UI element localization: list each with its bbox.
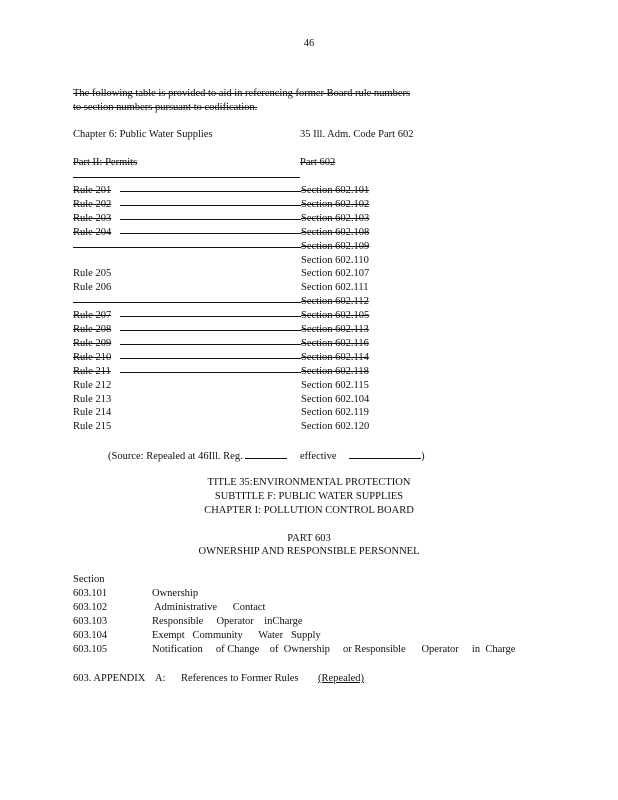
row-strike-rule [120,358,301,359]
intro-line-2: to section numbers pursuant to codification. [73,102,258,113]
section-cell: Section 602.118 [301,365,369,377]
part-number: PART 603 [287,533,331,544]
toc-title: Administrative Contact [152,602,266,613]
toc-number: 603.103 [73,616,108,627]
rule-cell: Rule 212 [73,379,112,391]
header-rule [73,177,300,178]
rule-cell: Rule 210 [73,351,112,363]
rule-cell: Rule 207 [73,310,112,322]
section-cell: Section 602.107 [301,268,370,280]
rule-cell: Rule 206 [73,282,112,294]
section-cell: Section 602.114 [301,351,369,363]
toc-number: 603.101 [73,588,108,599]
section-cell: Section 602.104 [301,393,370,405]
title-line-2: SUBTITLE F: PUBLIC WATER SUPPLIES [214,491,404,502]
part-header-left: Part II: Permits [73,157,138,168]
row-strike-rule [120,205,301,206]
rule-cell: Rule 201 [73,185,112,196]
section-cell: Section 602.112 [301,296,369,308]
toc-heading: Section [73,574,105,585]
source-note [108,449,425,463]
source-blank-2 [349,449,421,459]
section-cell: Section 602.109 [301,240,370,252]
section-cell: Section 602.110 [301,254,369,266]
row-strike-rule [120,344,301,345]
rule-cell: Rule 214 [73,407,112,419]
section-cell: Section 602.119 [301,407,369,419]
section-cell: Section 602.102 [301,198,370,210]
rule-cell: Rule 211 [73,365,111,377]
title-line-1: TITLE 35:ENVIRONMENTAL PROTECTION [207,477,411,488]
rule-cell: Rule 213 [73,393,112,405]
row-strike-rule [120,372,301,373]
appendix-label: 603. APPENDIX [73,673,146,684]
toc-title: Responsible Operator inCharge [152,616,303,627]
toc-number: 603.102 [73,602,108,613]
rule-cell: Rule 204 [73,226,112,238]
toc-number: 603.104 [73,630,108,641]
title-line-3: CHAPTER I: POLLUTION CONTROL BOARD [204,505,414,516]
section-cell: Section 602.115 [301,379,369,391]
row-strike-rule [73,302,301,303]
part-header-right: Part 602 [300,157,336,168]
source-blank-1 [245,449,287,459]
row-strike-rule [73,247,301,248]
row-strike-rule [120,330,301,331]
chapter-code: 35 Ill. Adm. Code Part 602 [300,129,414,140]
source-prefix: (Source: Repealed at 46Ill. Reg. [108,451,243,462]
intro-line-1: The following table is provided to aid in referencing former Board rule numbers [73,88,411,99]
section-cell: Section 602.113 [301,324,369,335]
page-number: 46 [303,38,315,49]
toc-title: Exempt Community Water Supply [152,630,321,641]
section-cell: Section 602.120 [301,421,370,433]
rule-cell: Rule 202 [73,198,112,210]
section-cell: Section 602.101 [301,185,370,196]
rule-cell: Rule 205 [73,268,112,280]
row-strike-rule [120,233,301,234]
part-title: OWNERSHIP AND RESPONSIBLE PERSONNEL [198,546,420,557]
source-effective: effective [299,451,337,462]
appendix-text: References to Former Rules [181,673,299,684]
row-strike-rule [120,316,301,317]
source-suffix: ) [421,451,425,462]
section-cell: Section 602.105 [301,310,370,322]
section-cell: Section 602.103 [301,212,370,224]
appendix-status: (Repealed) [318,673,365,684]
appendix-letter: A: [155,673,166,684]
toc-number: 603.105 [73,644,108,655]
row-strike-rule [120,219,301,220]
section-cell: Section 602.108 [301,226,370,238]
rule-cell: Rule 208 [73,324,112,335]
row-strike-rule [120,191,301,192]
rule-cell: Rule 215 [73,421,112,433]
rule-cell: Rule 209 [73,337,112,349]
section-cell: Section 602.116 [301,337,369,349]
rule-cell: Rule 203 [73,212,112,224]
chapter-title: Chapter 6: Public Water Supplies [73,129,213,140]
section-cell: Section 602.111 [301,282,369,294]
toc-title: Ownership [152,588,199,599]
toc-title: Notification of Change of Ownership or Responsible Operator in Charge [152,644,516,655]
